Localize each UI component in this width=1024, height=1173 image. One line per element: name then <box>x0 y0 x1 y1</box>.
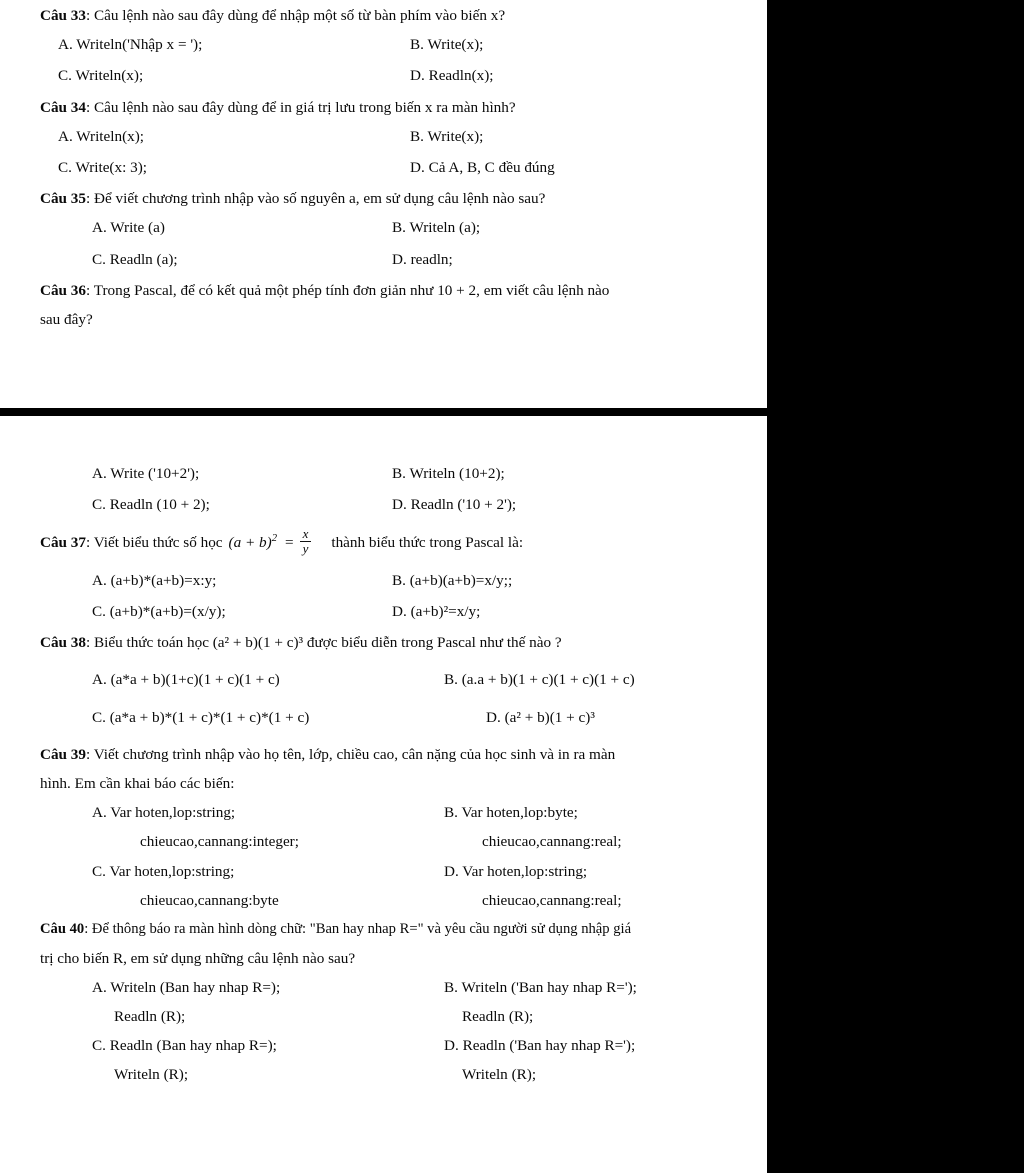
question-stem-40-line2: trị cho biến R, em sử dụng những câu lệnh nào sau? <box>40 949 356 967</box>
answer-row <box>40 160 731 175</box>
question-stem-33 <box>40 8 731 23</box>
option-33-c[interactable] <box>58 68 410 83</box>
option-text: Var hoten,lop:byte; <box>461 804 578 822</box>
answer-row <box>40 129 731 144</box>
question-stem-34 <box>40 100 731 115</box>
option-text: Writeln('Nhập x = '); <box>76 36 203 54</box>
option-label: A. <box>92 219 107 237</box>
option-label: A. <box>58 127 73 145</box>
option-40-b-line2: Readln (R); <box>462 1007 534 1025</box>
answer-row <box>40 864 731 879</box>
option-label: D. <box>410 67 425 85</box>
option-label: C. <box>92 602 106 620</box>
question-number-39: Câu 39 <box>40 745 86 763</box>
answer-row <box>40 1038 731 1053</box>
question-number-36: Câu 36 <box>40 281 86 299</box>
option-label: D. <box>410 159 425 177</box>
answer-row <box>40 672 731 687</box>
fraction-x-over-y: $\frac{x}{y}$ <box>300 527 312 555</box>
answer-row-cont <box>40 1067 731 1082</box>
option-40-c[interactable] <box>92 1038 444 1053</box>
option-39-b-line2: chieucao,cannang:real; <box>482 833 622 851</box>
question-text-35: : Để viết chương trình nhập vào số nguyên a, em sử dụng câu lệnh nào sau? <box>86 190 546 208</box>
option-text: Var hoten,lop:string; <box>462 862 588 880</box>
answer-row <box>40 37 731 52</box>
question-number-38: Câu 38 <box>40 634 86 652</box>
document-page-1 <box>0 0 767 408</box>
option-40-b[interactable] <box>444 980 731 995</box>
option-label: D. <box>392 250 407 268</box>
option-label: C. <box>58 67 72 85</box>
option-label: D. <box>444 1037 459 1055</box>
option-text: (a*a + b)(1+c)(1 + c)(1 + c) <box>110 671 280 689</box>
option-text: readln; <box>410 250 453 268</box>
answer-row-cont <box>40 893 731 908</box>
option-text: Readln ('10 + 2'); <box>410 496 517 514</box>
question-text-36: : Trong Pascal, để có kết quả một phép tính đơn giản như 10 + 2, em viết câu lệnh nào <box>86 281 610 299</box>
option-text: (a.a + b)(1 + c)(1 + c)(1 + c) <box>461 671 635 689</box>
question-number-37: Câu 37 <box>40 533 86 551</box>
option-38-a[interactable] <box>92 672 444 687</box>
answer-row-cont <box>40 834 731 849</box>
equals-sign: = <box>285 533 294 551</box>
question-number-40: Câu 40 <box>40 920 85 937</box>
option-34-b[interactable] <box>410 129 731 144</box>
option-text: Write (a) <box>110 219 165 237</box>
option-37-d[interactable] <box>392 604 731 619</box>
option-40-a-line2: Readln (R); <box>114 1007 186 1025</box>
option-33-a[interactable] <box>58 37 410 52</box>
option-text: (a+b)*(a+b)=x:y; <box>110 571 217 589</box>
option-label: A. <box>92 671 107 689</box>
option-text: (a+b)(a+b)=x/y;; <box>409 571 513 589</box>
option-label: B. <box>410 127 424 145</box>
option-38-c[interactable] <box>92 710 444 725</box>
question-text-37-pre: : Viết biểu thức số học <box>86 533 223 551</box>
answer-row <box>40 573 731 588</box>
option-text: Writeln ('Ban hay nhap R='); <box>461 978 637 996</box>
option-text: Readln (Ban hay nhap R=); <box>109 1037 277 1055</box>
option-35-a[interactable] <box>92 220 392 235</box>
option-text: Writeln (10+2); <box>409 465 505 482</box>
question-stem-36 <box>40 283 731 298</box>
option-39-a[interactable] <box>92 805 444 820</box>
option-39-a-line2: chieucao,cannang:integer; <box>140 833 299 851</box>
option-36-b[interactable] <box>392 466 731 481</box>
option-label: A. <box>92 571 107 589</box>
option-text: Writeln(x); <box>75 67 144 85</box>
question-text-38: : Biểu thức toán học (a² + b)(1 + c)³ được biểu diễn trong Pascal như thế nào ? <box>86 634 562 652</box>
option-text: Cả A, B, C đều đúng <box>428 159 555 177</box>
option-37-c[interactable] <box>92 604 392 619</box>
option-34-d[interactable] <box>410 160 731 175</box>
option-label: A. <box>92 978 107 996</box>
option-label: A. <box>92 465 107 482</box>
option-text: Readln(x); <box>428 67 494 85</box>
option-40-d[interactable] <box>444 1038 731 1053</box>
option-text: Var hoten,lop:string; <box>109 862 235 880</box>
option-39-c[interactable] <box>92 864 444 879</box>
option-text: Readln ('Ban hay nhap R='); <box>462 1037 636 1055</box>
answer-row <box>40 805 731 820</box>
option-text: Writeln(x); <box>76 127 145 145</box>
option-label: A. <box>58 36 73 54</box>
question-number-35: Câu 35 <box>40 190 86 208</box>
option-label: A. <box>92 804 107 822</box>
option-label: B. <box>444 671 458 689</box>
option-label: D. <box>392 602 407 620</box>
option-label: C. <box>92 862 106 880</box>
option-37-b[interactable] <box>392 573 731 588</box>
option-39-b[interactable] <box>444 805 731 820</box>
question-text-40: : Để thông báo ra màn hình dòng chữ: "Ban hay nhap R=" và yêu cầu người sử dụng nhập giá <box>84 920 632 937</box>
option-36-d[interactable] <box>392 497 731 512</box>
option-33-d[interactable] <box>410 68 731 83</box>
option-34-c[interactable] <box>58 160 410 175</box>
option-35-b[interactable] <box>392 220 731 235</box>
option-35-c[interactable] <box>92 252 392 267</box>
option-text: (a² + b)(1 + c)³ <box>504 708 595 726</box>
option-34-a[interactable] <box>58 129 410 144</box>
option-label: C. <box>92 250 106 268</box>
option-label: C. <box>58 159 72 177</box>
option-label: B. <box>444 978 458 996</box>
option-37-a[interactable] <box>92 573 392 588</box>
question-number-34: Câu 34 <box>40 98 86 116</box>
answer-row <box>40 604 731 619</box>
option-label: B. <box>392 571 406 589</box>
question-stem-35 <box>40 191 731 206</box>
option-33-b[interactable] <box>410 37 731 52</box>
question-text-39: : Viết chương trình nhập vào họ tên, lớp, chiều cao, cân nặng của học sinh và in ra màn <box>86 745 616 763</box>
option-label: B. <box>444 804 458 822</box>
option-label: C. <box>92 1037 106 1055</box>
option-text: (a+b)²=x/y; <box>410 602 481 620</box>
option-39-c-line2: chieucao,cannang:byte <box>140 891 279 909</box>
answer-row <box>40 466 731 481</box>
answer-row <box>40 252 731 267</box>
answer-row <box>40 220 731 235</box>
option-text: Writeln (a); <box>409 219 481 237</box>
option-text: Write(x); <box>427 36 484 54</box>
question-text-37-post: thành biểu thức trong Pascal là: <box>331 533 524 551</box>
question-stem-36-line2: sau đây? <box>40 311 93 329</box>
option-label: D. <box>486 708 501 726</box>
option-label: D. <box>392 496 407 514</box>
option-label: B. <box>392 219 406 237</box>
option-text: Write ('10+2'); <box>110 465 200 482</box>
option-text: (a+b)*(a+b)=(x/y); <box>109 602 226 620</box>
option-36-c[interactable] <box>92 497 392 512</box>
option-text: Writeln (Ban hay nhap R=); <box>110 978 281 996</box>
document-page-2 <box>0 416 767 1173</box>
option-text: Readln (a); <box>109 250 178 268</box>
answer-row-cont <box>40 1009 731 1024</box>
option-36-a[interactable] <box>92 466 392 481</box>
question-stem-40 <box>40 922 731 937</box>
option-label: B. <box>392 465 406 482</box>
question-stem-39 <box>40 747 731 762</box>
option-text: Var hoten,lop:string; <box>110 804 236 822</box>
option-text: Write(x); <box>427 127 484 145</box>
option-39-d[interactable] <box>444 864 731 879</box>
option-40-a[interactable] <box>92 980 444 995</box>
option-38-d[interactable] <box>444 710 731 725</box>
question-text-33: : Câu lệnh nào sau đây dùng để nhập một số từ bàn phím vào biến x? <box>86 7 506 24</box>
option-text: (a*a + b)*(1 + c)*(1 + c)*(1 + c) <box>109 708 310 726</box>
math-expression: $(a + b)^2$ <box>228 532 277 551</box>
option-text: Readln (10 + 2); <box>109 496 210 514</box>
option-35-d[interactable] <box>392 252 731 267</box>
option-label: C. <box>92 496 106 514</box>
option-label: C. <box>92 708 106 726</box>
page-separator <box>0 408 767 416</box>
answer-row <box>40 497 731 512</box>
option-label: D. <box>444 862 459 880</box>
answer-row <box>40 68 731 83</box>
option-label: B. <box>410 36 424 54</box>
option-38-b[interactable] <box>444 672 731 687</box>
question-stem-38 <box>40 635 731 650</box>
question-number-33: Câu 33 <box>40 7 86 24</box>
option-40-d-line2: Writeln (R); <box>462 1066 537 1084</box>
option-39-d-line2: chieucao,cannang:real; <box>482 891 622 909</box>
question-stem-39-line2: hình. Em cần khai báo các biến: <box>40 774 235 792</box>
answer-row <box>40 980 731 995</box>
answer-row <box>40 710 731 725</box>
option-40-c-line2: Writeln (R); <box>114 1066 189 1084</box>
question-text-34: : Câu lệnh nào sau đây dùng để in giá trị lưu trong biến x ra màn hình? <box>86 98 516 116</box>
question-stem-37 <box>40 528 731 556</box>
option-text: Write(x: 3); <box>75 159 147 177</box>
